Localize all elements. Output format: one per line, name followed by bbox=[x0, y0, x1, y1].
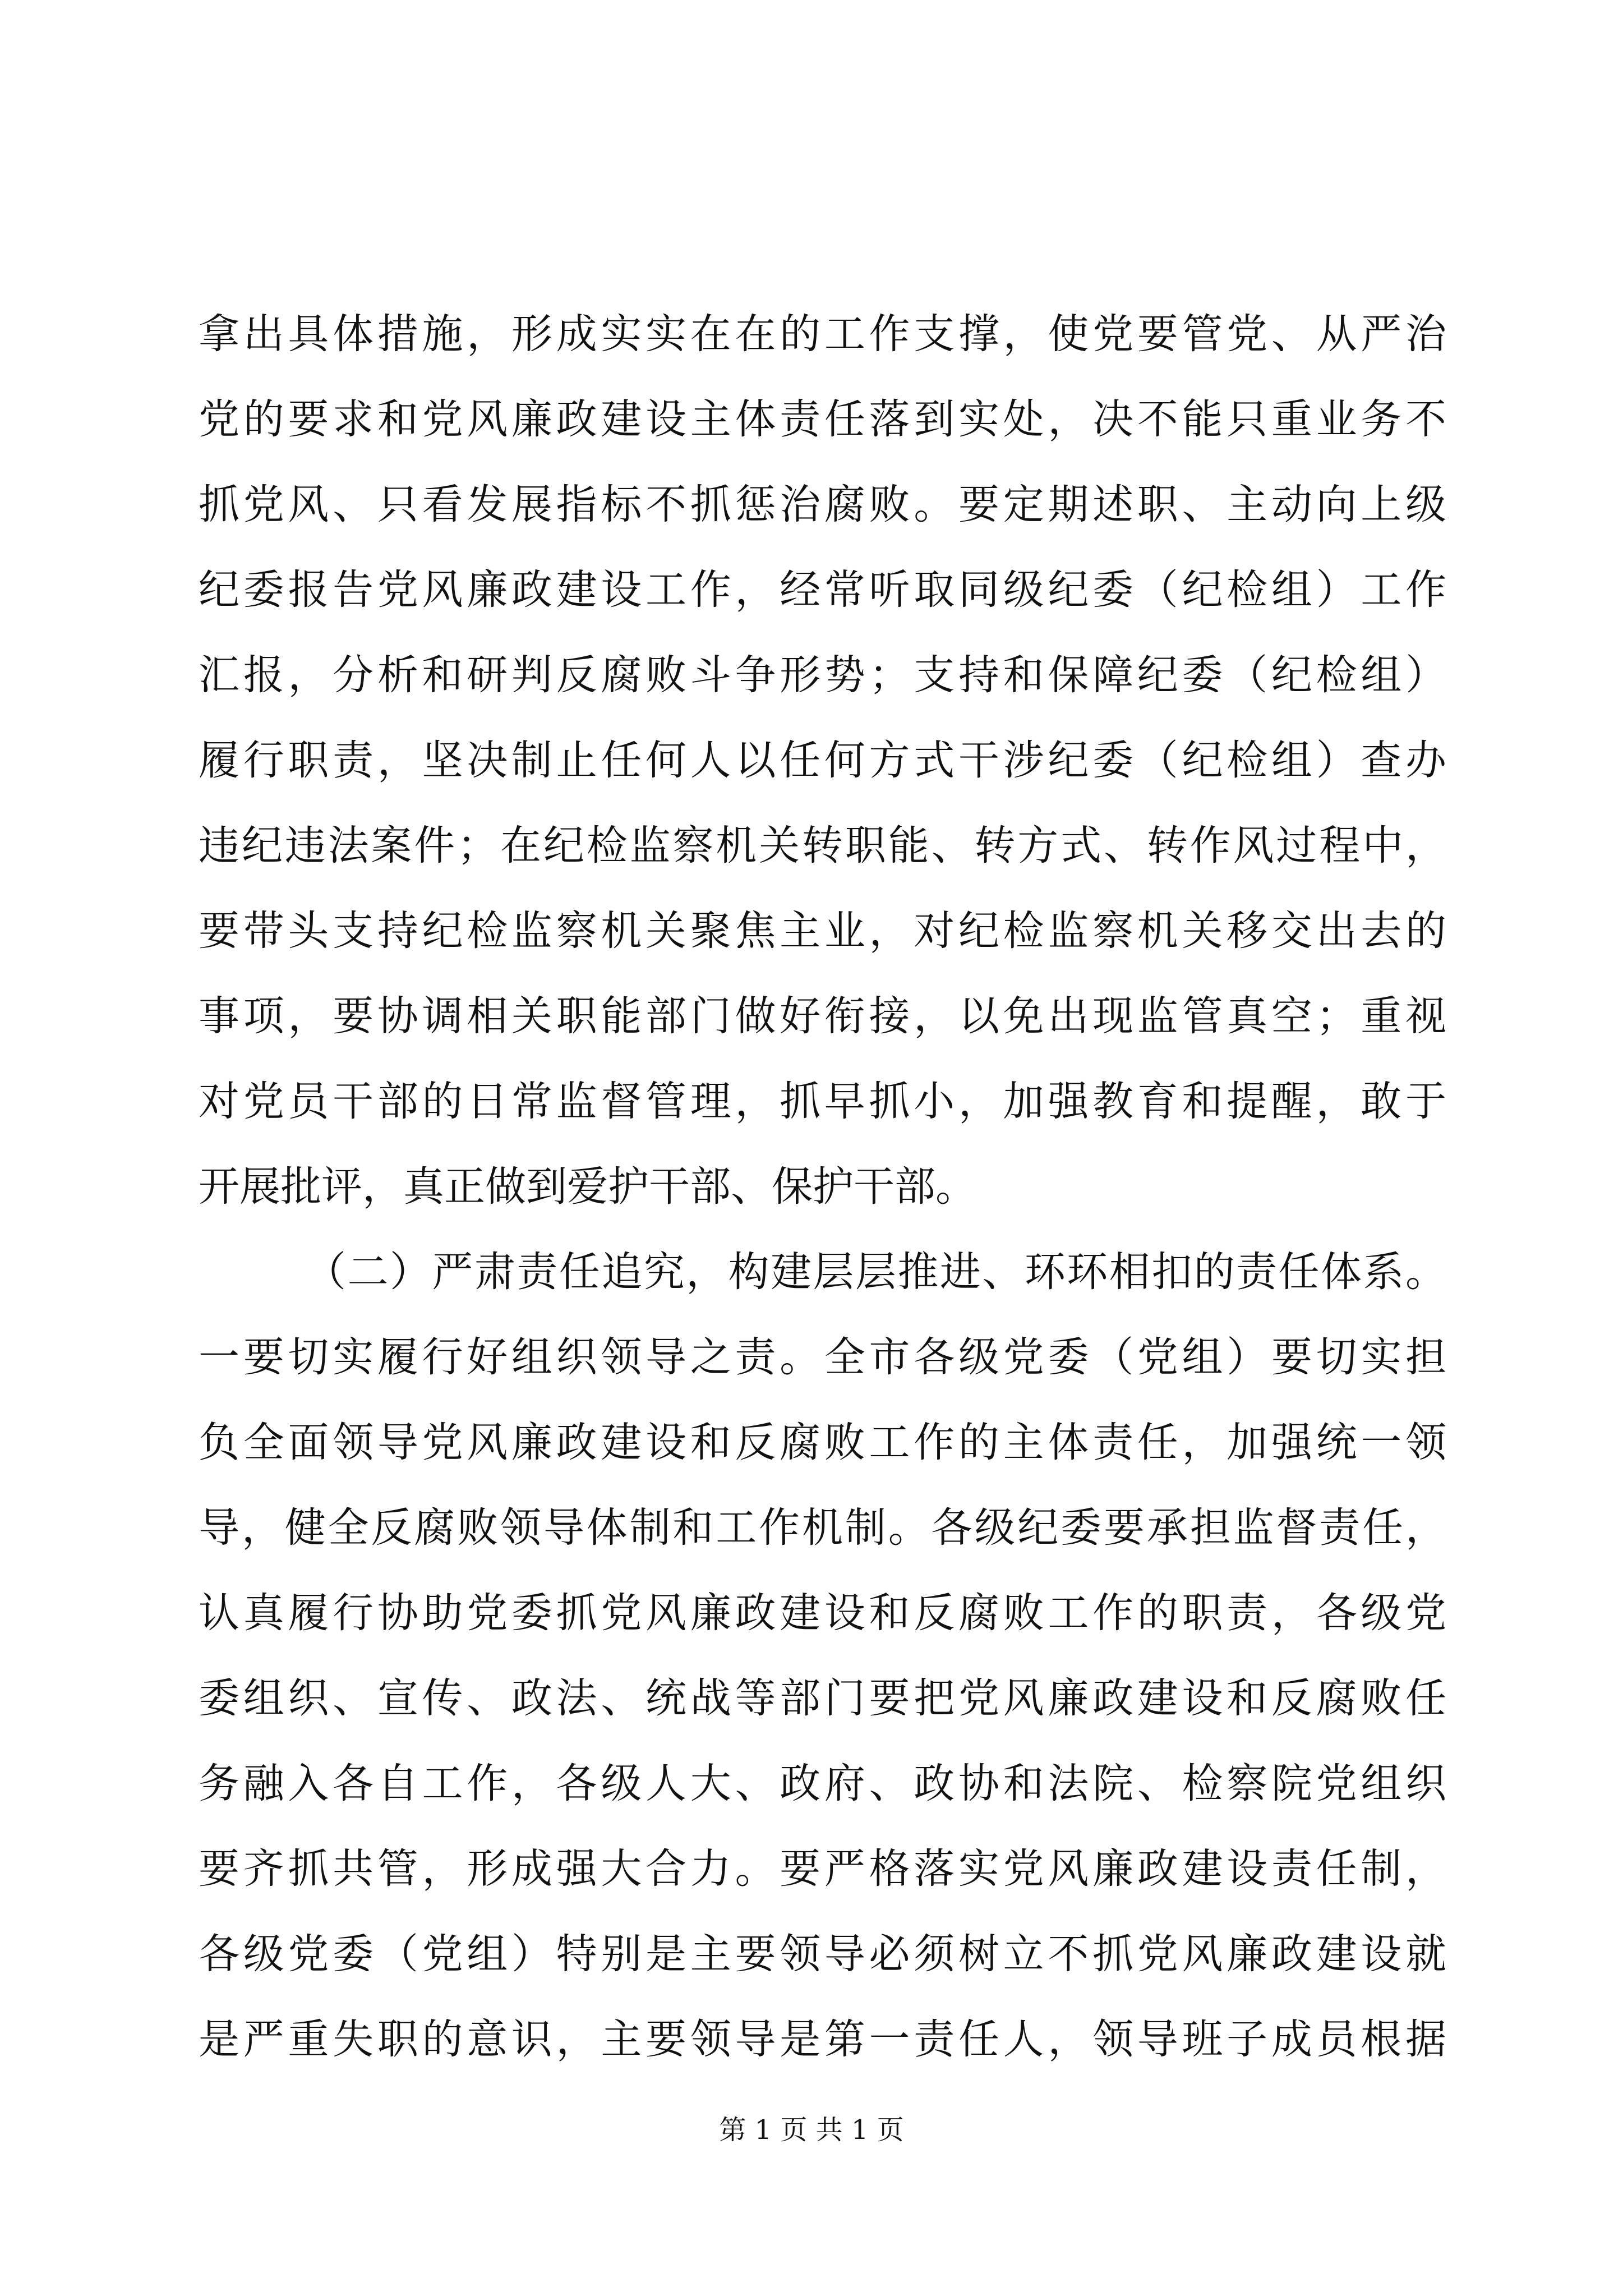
page-footer: 第 1 页 共 1 页 bbox=[719, 2114, 904, 2146]
text-line: 党的要求和党风廉政建设主体责任落到实处，决不能只重业务不 bbox=[199, 395, 1446, 443]
text-line: 拿出具体措施，形成实实在在的工作支撑，使党要管党、从严治 bbox=[199, 310, 1446, 358]
text-line: 委组织、宣传、政法、统战等部门要把党风廉政建设和反腐败任 bbox=[199, 1674, 1446, 1722]
text-line: 导，健全反腐败领导体制和工作机制。各级纪委要承担监督责任， bbox=[199, 1504, 1446, 1552]
text-line: 汇报，分析和研判反腐败斗争形势；支持和保障纪委（纪检组） bbox=[199, 651, 1446, 699]
text-line: 一要切实履行好组织领导之责。全市各级党委（党组）要切实担 bbox=[199, 1333, 1446, 1381]
text-line: 履行职责，坚决制止任何人以任何方式干涉纪委（纪检组）查办 bbox=[199, 737, 1446, 784]
text-line: 认真履行协助党委抓党风廉政建设和反腐败工作的职责，各级党 bbox=[199, 1589, 1446, 1637]
paragraph bbox=[199, 292, 1446, 1230]
text-line: 对党员干部的日常监督管理，抓早抓小，加强教育和提醒，敢于 bbox=[199, 1078, 1446, 1125]
text-line: 务融入各自工作，各级人大、政府、政协和法院、检察院党组织 bbox=[199, 1760, 1446, 1807]
text-line: 纪委报告党风廉政建设工作，经常听取同级纪委（纪检组）工作 bbox=[199, 566, 1446, 614]
text-line: 是严重失职的意识，主要领导是第一责任人，领导班子成员根据 bbox=[199, 2016, 1446, 2063]
text-line: 开展批评，真正做到爱护干部、保护干部。 bbox=[199, 1163, 976, 1211]
text-line: 要齐抓共管，形成强大合力。要严格落实党风廉政建设责任制， bbox=[199, 1845, 1446, 1893]
text-line: 事项，要协调相关职能部门做好衔接，以免出现监管真空；重视 bbox=[199, 992, 1446, 1040]
document-body bbox=[199, 292, 1446, 2082]
text-line: 违纪违法案件；在纪检监察机关转职能、转方式、转作风过程中， bbox=[199, 822, 1446, 869]
text-line: （二）严肃责任追究，构建层层推进、环环相扣的责任体系。 bbox=[305, 1248, 1446, 1296]
text-line: 各级党委（党组）特别是主要领导必须树立不抓党风廉政建设就 bbox=[199, 1930, 1446, 1978]
text-line: 抓党风、只看发展指标不抓惩治腐败。要定期述职、主动向上级 bbox=[199, 481, 1446, 528]
text-line: 负全面领导党风廉政建设和反腐败工作的主体责任，加强统一领 bbox=[199, 1419, 1446, 1466]
paragraph bbox=[199, 1230, 1446, 2082]
text-line: 要带头支持纪检监察机关聚焦主业，对纪检监察机关移交出去的 bbox=[199, 907, 1446, 955]
